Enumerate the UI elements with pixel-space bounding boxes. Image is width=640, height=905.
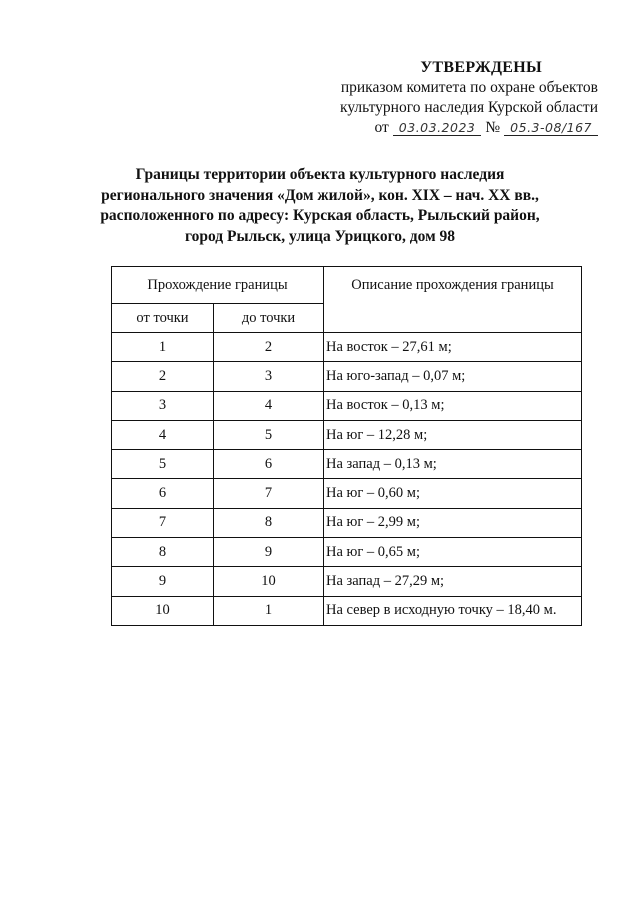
table-row bbox=[112, 362, 582, 391]
document-title bbox=[90, 165, 550, 247]
cell-description: На юг – 0,65 м; bbox=[324, 538, 582, 567]
from-label: от bbox=[374, 119, 389, 136]
header-from-point: от точки bbox=[112, 304, 214, 333]
table-row bbox=[112, 567, 582, 596]
title-line-4: город Рыльск, улица Урицкого, дом 98 bbox=[184, 227, 456, 245]
cell-to: 3 bbox=[214, 362, 324, 391]
approval-order-row bbox=[318, 118, 598, 138]
table-row bbox=[112, 479, 582, 508]
cell-description: На запад – 0,13 м; bbox=[324, 450, 582, 479]
cell-to: 7 bbox=[214, 479, 324, 508]
cell-description: На юг – 2,99 м; bbox=[324, 508, 582, 537]
title-line-2: регионального значения «Дом жилой», кон. XIX – нач. XX вв., bbox=[101, 186, 539, 204]
cell-from: 6 bbox=[112, 479, 214, 508]
cell-from: 3 bbox=[112, 391, 214, 420]
cell-description: На север в исходную точку – 18,40 м. bbox=[324, 596, 582, 625]
header-boundary-passage: Прохождение границы bbox=[112, 267, 324, 304]
boundary-table bbox=[111, 266, 582, 626]
title-line-3: расположенного по адресу: Курская область, Рыльский район, bbox=[100, 207, 540, 224]
number-label: № bbox=[485, 119, 501, 136]
approval-line-1: приказом комитета по охране объектов bbox=[340, 79, 598, 96]
cell-from: 10 bbox=[112, 596, 214, 625]
cell-description: На восток – 0,13 м; bbox=[324, 391, 582, 420]
cell-to: 1 bbox=[214, 596, 324, 625]
approval-heading: УТВЕРЖДЕНЫ bbox=[420, 59, 542, 76]
cell-description: На юг – 0,60 м; bbox=[324, 479, 582, 508]
cell-from: 2 bbox=[112, 362, 214, 391]
table-row bbox=[112, 508, 582, 537]
cell-from: 1 bbox=[112, 333, 214, 362]
cell-from: 7 bbox=[112, 508, 214, 537]
order-number: 05.3-08/167 bbox=[504, 120, 598, 136]
cell-to: 6 bbox=[214, 450, 324, 479]
table-row bbox=[112, 450, 582, 479]
table-row bbox=[112, 391, 582, 420]
table-row bbox=[112, 538, 582, 567]
approval-block bbox=[318, 58, 598, 138]
cell-description: На восток – 27,61 м; bbox=[324, 333, 582, 362]
cell-description: На юг – 12,28 м; bbox=[324, 420, 582, 449]
cell-from: 5 bbox=[112, 450, 214, 479]
cell-from: 4 bbox=[112, 420, 214, 449]
cell-to: 8 bbox=[214, 508, 324, 537]
cell-to: 2 bbox=[214, 333, 324, 362]
table-row bbox=[112, 596, 582, 625]
order-date: 03.03.2023 bbox=[393, 120, 482, 136]
table-row bbox=[112, 333, 582, 362]
title-line-1: Границы территории объекта культурного наследия bbox=[135, 166, 505, 183]
cell-to: 4 bbox=[214, 391, 324, 420]
cell-to: 9 bbox=[214, 538, 324, 567]
cell-description: На запад – 27,29 м; bbox=[324, 567, 582, 596]
cell-to: 10 bbox=[214, 567, 324, 596]
header-description: Описание прохождения границы bbox=[324, 267, 582, 333]
approval-line-2: культурного наследия Курской области bbox=[340, 99, 598, 116]
cell-to: 5 bbox=[214, 420, 324, 449]
cell-from: 8 bbox=[112, 538, 214, 567]
table-row bbox=[112, 420, 582, 449]
cell-from: 9 bbox=[112, 567, 214, 596]
cell-description: На юго-запад – 0,07 м; bbox=[324, 362, 582, 391]
header-to-point: до точки bbox=[214, 304, 324, 333]
